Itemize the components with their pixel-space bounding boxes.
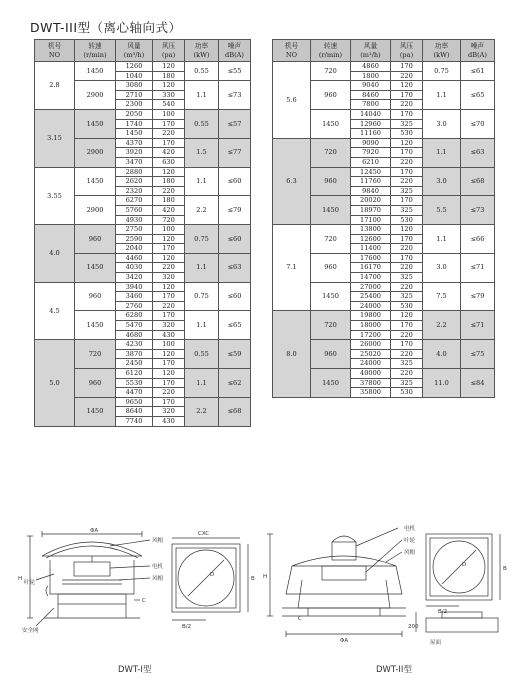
airflow-cell: 2300 [116, 100, 153, 110]
airflow-cell: 6120 [116, 369, 153, 379]
pressure-cell: 220 [391, 263, 423, 273]
pressure-cell: 100 [153, 340, 185, 350]
column-header: 机号 NO [35, 40, 75, 62]
pressure-cell: 170 [391, 321, 423, 331]
noise-cell: ≤55 [219, 62, 251, 81]
power-cell: 0.75 [185, 225, 219, 254]
pressure-cell: 170 [391, 109, 423, 119]
power-cell: 5.5 [423, 196, 461, 225]
pressure-cell: 220 [391, 349, 423, 359]
dim-h: H [18, 576, 23, 582]
speed-cell: 2900 [75, 138, 116, 167]
airflow-cell: 6270 [116, 196, 153, 206]
dim-200: 200 [408, 624, 419, 630]
label-hood: 风帽 [404, 550, 416, 556]
airflow-cell: 4470 [116, 388, 153, 398]
label-impeller: 叶轮 [404, 538, 416, 544]
power-cell: 1.1 [185, 253, 219, 282]
pressure-cell: 530 [391, 301, 423, 311]
table-row [273, 62, 495, 72]
pressure-cell: 220 [391, 100, 423, 110]
airflow-cell: 9650 [116, 397, 153, 407]
dim-c: C [142, 598, 146, 604]
model-number-cell: 5.6 [273, 62, 311, 139]
label-motor: 电机 [404, 526, 416, 532]
pressure-cell: 220 [153, 263, 185, 273]
power-cell: 11.0 [423, 369, 461, 398]
noise-cell: ≤77 [219, 138, 251, 167]
airflow-cell: 1740 [116, 119, 153, 129]
pressure-cell: 320 [153, 407, 185, 417]
pressure-cell: 220 [391, 369, 423, 379]
airflow-cell: 1040 [116, 71, 153, 81]
speed-cell: 1450 [311, 282, 351, 311]
airflow-cell: 11400 [351, 244, 391, 254]
airflow-cell: 7740 [116, 416, 153, 426]
speed-cell: 1450 [75, 62, 116, 81]
airflow-cell: 8640 [116, 407, 153, 417]
speed-cell: 720 [311, 311, 351, 340]
pressure-cell: 220 [391, 177, 423, 187]
dim-cxc: CXC [198, 531, 210, 537]
pressure-cell: 120 [391, 311, 423, 321]
noise-cell: ≤63 [461, 138, 495, 167]
power-cell: 1.1 [185, 369, 219, 398]
table-row [35, 62, 251, 72]
airflow-cell: 14040 [351, 109, 391, 119]
dim-d: D [462, 562, 467, 568]
label-safety-net: 安全网 [22, 628, 39, 634]
pressure-cell: 120 [153, 349, 185, 359]
power-cell: 0.55 [185, 62, 219, 81]
power-cell: 0.55 [185, 340, 219, 369]
pressure-cell: 720 [153, 215, 185, 225]
airflow-cell: 17100 [351, 215, 391, 225]
power-cell: 0.55 [185, 109, 219, 138]
airflow-cell: 3870 [116, 349, 153, 359]
noise-cell: ≤84 [461, 369, 495, 398]
table-row [35, 282, 251, 292]
speed-cell: 960 [311, 340, 351, 369]
table-row [273, 225, 495, 235]
airflow-cell: 19800 [351, 311, 391, 321]
column-header: 机号 NO [273, 40, 311, 62]
noise-cell: ≤57 [219, 109, 251, 138]
power-cell: 4.0 [423, 340, 461, 369]
pressure-cell: 325 [391, 205, 423, 215]
pressure-cell: 325 [391, 378, 423, 388]
pressure-cell: 100 [153, 109, 185, 119]
dim-d: D [210, 572, 215, 578]
dim-phiA: ΦA [90, 528, 99, 534]
page-title: DWT-III型（离心轴向式） [30, 20, 182, 35]
airflow-cell: 14700 [351, 273, 391, 283]
pressure-cell: 540 [153, 100, 185, 110]
noise-cell: ≤68 [219, 397, 251, 426]
airflow-cell: 2590 [116, 234, 153, 244]
table-row [35, 109, 251, 119]
airflow-cell: 3080 [116, 81, 153, 91]
pressure-cell: 170 [391, 340, 423, 350]
column-header: 风压 (pa) [153, 40, 185, 62]
pressure-cell: 120 [391, 138, 423, 148]
pressure-cell: 180 [153, 177, 185, 187]
speed-cell: 1450 [75, 253, 116, 282]
pressure-cell: 325 [391, 292, 423, 302]
speed-cell: 1450 [311, 109, 351, 138]
dim-b-half: B/2 [438, 609, 448, 615]
airflow-cell: 3940 [116, 282, 153, 292]
airflow-cell: 11160 [351, 129, 391, 139]
model-number-cell: 3.55 [35, 167, 75, 225]
pressure-cell: 120 [391, 225, 423, 235]
airflow-cell: 5530 [116, 378, 153, 388]
pressure-cell: 170 [153, 359, 185, 369]
airflow-cell: 4930 [116, 215, 153, 225]
dim-b-half: B/2 [182, 624, 192, 630]
airflow-cell: 11760 [351, 177, 391, 187]
airflow-cell: 3920 [116, 148, 153, 158]
airflow-cell: 16170 [351, 263, 391, 273]
speed-cell: 720 [311, 138, 351, 167]
airflow-cell: 24000 [351, 301, 391, 311]
speed-cell: 960 [75, 282, 116, 311]
noise-cell: ≤79 [461, 282, 495, 311]
pressure-cell: 170 [153, 119, 185, 129]
pressure-cell: 220 [153, 186, 185, 196]
pressure-cell: 530 [391, 215, 423, 225]
speed-cell: 960 [75, 369, 116, 398]
column-header: 噪声 dB(A) [461, 40, 495, 62]
pressure-cell: 170 [153, 138, 185, 148]
airflow-cell: 2040 [116, 244, 153, 254]
speed-cell: 720 [75, 340, 116, 369]
airflow-cell: 5760 [116, 205, 153, 215]
power-cell: 2.2 [185, 397, 219, 426]
speed-cell: 960 [311, 81, 351, 110]
speed-cell: 960 [311, 253, 351, 282]
column-header: 转速 (r/min) [311, 40, 351, 62]
airflow-cell: 2880 [116, 167, 153, 177]
airflow-cell: 27000 [351, 282, 391, 292]
pressure-cell: 120 [391, 81, 423, 91]
pressure-cell: 220 [391, 282, 423, 292]
airflow-cell: 17600 [351, 253, 391, 263]
spec-table-left [34, 39, 251, 427]
pressure-cell: 320 [153, 321, 185, 331]
speed-cell: 720 [311, 62, 351, 81]
pressure-cell: 170 [391, 234, 423, 244]
pressure-cell: 120 [153, 282, 185, 292]
airflow-cell: 4860 [351, 62, 391, 72]
noise-cell: ≤63 [219, 253, 251, 282]
power-cell: 3.0 [423, 253, 461, 282]
airflow-cell: 3420 [116, 273, 153, 283]
dwt-ii-caption: DWT-II型 [376, 665, 412, 675]
pressure-cell: 170 [153, 378, 185, 388]
noise-cell: ≤60 [219, 282, 251, 311]
pressure-cell: 220 [153, 388, 185, 398]
noise-cell: ≤59 [219, 340, 251, 369]
pressure-cell: 320 [153, 273, 185, 283]
table-row [35, 167, 251, 177]
column-header: 功率 (kW) [185, 40, 219, 62]
power-cell: 1.1 [185, 81, 219, 110]
airflow-cell: 18000 [351, 321, 391, 331]
airflow-cell: 3460 [116, 292, 153, 302]
pressure-cell: 120 [153, 81, 185, 91]
header-row [273, 40, 495, 62]
power-cell: 2.2 [185, 196, 219, 225]
dim-phiA: ΦA [340, 638, 349, 644]
dim-b: B [251, 576, 255, 582]
pressure-cell: 180 [153, 196, 185, 206]
speed-cell: 960 [311, 167, 351, 196]
noise-cell: ≤60 [219, 167, 251, 196]
noise-cell: ≤60 [219, 225, 251, 254]
noise-cell: ≤71 [461, 253, 495, 282]
noise-cell: ≤65 [461, 81, 495, 110]
model-number-cell: 4.0 [35, 225, 75, 283]
pressure-cell: 120 [153, 62, 185, 72]
label-motor: 电机 [152, 564, 164, 570]
airflow-cell: 4030 [116, 263, 153, 273]
airflow-cell: 12600 [351, 234, 391, 244]
airflow-cell: 40000 [351, 369, 391, 379]
airflow-cell: 12450 [351, 167, 391, 177]
speed-cell: 1450 [75, 397, 116, 426]
speed-cell: 2900 [75, 196, 116, 225]
airflow-cell: 35800 [351, 388, 391, 398]
spec-table-right [272, 39, 495, 398]
power-cell: 1.1 [423, 138, 461, 167]
power-cell: 3.0 [423, 167, 461, 196]
pressure-cell: 430 [153, 330, 185, 340]
noise-cell: ≤66 [461, 225, 495, 254]
column-header: 功率 (kW) [423, 40, 461, 62]
pressure-cell: 170 [391, 167, 423, 177]
airflow-cell: 26000 [351, 340, 391, 350]
noise-cell: ≤61 [461, 62, 495, 81]
noise-cell: ≤68 [461, 167, 495, 196]
power-cell: 1.1 [185, 167, 219, 196]
pressure-cell: 120 [153, 234, 185, 244]
airflow-cell: 9040 [351, 81, 391, 91]
pressure-cell: 220 [391, 157, 423, 167]
header-row [35, 40, 251, 62]
airflow-cell: 4680 [116, 330, 153, 340]
noise-cell: ≤71 [461, 311, 495, 340]
pressure-cell: 420 [153, 205, 185, 215]
pressure-cell: 220 [153, 301, 185, 311]
model-number-cell: 3.15 [35, 109, 75, 167]
airflow-cell: 4230 [116, 340, 153, 350]
power-cell: 0.75 [423, 62, 461, 81]
pressure-cell: 220 [391, 71, 423, 81]
pressure-cell: 170 [391, 253, 423, 263]
table-row [35, 340, 251, 350]
pressure-cell: 120 [153, 253, 185, 263]
pressure-cell: 325 [391, 186, 423, 196]
airflow-cell: 18970 [351, 205, 391, 215]
pressure-cell: 325 [391, 359, 423, 369]
speed-cell: 2900 [75, 81, 116, 110]
label-roof: 屋面 [430, 640, 442, 646]
noise-cell: ≤73 [219, 81, 251, 110]
airflow-cell: 9840 [351, 186, 391, 196]
airflow-cell: 6210 [351, 157, 391, 167]
airflow-cell: 20020 [351, 196, 391, 206]
table-row [35, 225, 251, 235]
pressure-cell: 220 [391, 244, 423, 254]
speed-cell: 1450 [311, 369, 351, 398]
power-cell: 0.75 [185, 282, 219, 311]
label-impeller: 叶轮 [24, 580, 36, 586]
pressure-cell: 220 [391, 330, 423, 340]
label-hood: 风帽 [152, 538, 164, 544]
pressure-cell: 630 [153, 157, 185, 167]
speed-cell: 1450 [311, 196, 351, 225]
pressure-cell: 530 [391, 129, 423, 139]
speed-cell: 960 [75, 225, 116, 254]
airflow-cell: 4370 [116, 138, 153, 148]
pressure-cell: 420 [153, 148, 185, 158]
column-header: 风量 (m³/h) [351, 40, 391, 62]
pressure-cell: 180 [153, 71, 185, 81]
dwt-i-caption: DWT-I型 [118, 665, 152, 675]
pressure-cell: 120 [153, 369, 185, 379]
pressure-cell: 100 [153, 225, 185, 235]
pressure-cell: 170 [153, 244, 185, 254]
airflow-cell: 2620 [116, 177, 153, 187]
power-cell: 1.1 [423, 81, 461, 110]
noise-cell: ≤79 [219, 196, 251, 225]
airflow-cell: 12960 [351, 119, 391, 129]
noise-cell: ≤75 [461, 340, 495, 369]
pressure-cell: 170 [153, 311, 185, 321]
airflow-cell: 1800 [351, 71, 391, 81]
power-cell: 1.1 [423, 225, 461, 254]
pressure-cell: 120 [153, 167, 185, 177]
pressure-cell: 325 [391, 119, 423, 129]
model-number-cell: 4.5 [35, 282, 75, 340]
speed-cell: 720 [311, 225, 351, 254]
airflow-cell: 7920 [351, 148, 391, 158]
speed-cell: 1450 [75, 167, 116, 196]
table-row [273, 138, 495, 148]
airflow-cell: 7800 [351, 100, 391, 110]
airflow-cell: 2320 [116, 186, 153, 196]
airflow-cell: 37800 [351, 378, 391, 388]
noise-cell: ≤73 [461, 196, 495, 225]
power-cell: 2.2 [423, 311, 461, 340]
noise-cell: ≤62 [219, 369, 251, 398]
model-number-cell: 5.0 [35, 340, 75, 426]
airflow-cell: 24000 [351, 359, 391, 369]
pressure-cell: 170 [391, 196, 423, 206]
airflow-cell: 2710 [116, 90, 153, 100]
airflow-cell: 5470 [116, 321, 153, 331]
label-wind-hood: 风帽 [152, 576, 164, 582]
column-header: 风量 (m³/h) [116, 40, 153, 62]
dwt-ii-diagram [262, 516, 522, 656]
dim-h: H [263, 574, 268, 580]
airflow-cell: 2050 [116, 109, 153, 119]
column-header: 风压 (pa) [391, 40, 423, 62]
noise-cell: ≤65 [219, 311, 251, 340]
column-header: 噪声 dB(A) [219, 40, 251, 62]
airflow-cell: 25020 [351, 349, 391, 359]
airflow-cell: 17200 [351, 330, 391, 340]
power-cell: 1.1 [185, 311, 219, 340]
airflow-cell: 2450 [116, 359, 153, 369]
pressure-cell: 220 [153, 129, 185, 139]
pressure-cell: 530 [391, 388, 423, 398]
dim-b: B [503, 566, 507, 572]
pressure-cell: 330 [153, 90, 185, 100]
speed-cell: 1450 [75, 311, 116, 340]
pressure-cell: 430 [153, 416, 185, 426]
power-cell: 3.0 [423, 109, 461, 138]
model-number-cell: 8.0 [273, 311, 311, 397]
column-header: 转速 (r/min) [75, 40, 116, 62]
pressure-cell: 170 [391, 90, 423, 100]
speed-cell: 1450 [75, 109, 116, 138]
airflow-cell: 9090 [351, 138, 391, 148]
pressure-cell: 170 [153, 292, 185, 302]
power-cell: 7.5 [423, 282, 461, 311]
power-cell: 1.5 [185, 138, 219, 167]
model-number-cell: 7.1 [273, 225, 311, 311]
table-row [273, 311, 495, 321]
airflow-cell: 1260 [116, 62, 153, 72]
airflow-cell: 1450 [116, 129, 153, 139]
airflow-cell: 25400 [351, 292, 391, 302]
airflow-cell: 6280 [116, 311, 153, 321]
model-number-cell: 2.8 [35, 62, 75, 110]
pressure-cell: 170 [391, 62, 423, 72]
airflow-cell: 2760 [116, 301, 153, 311]
dwt-i-diagram [14, 522, 264, 650]
airflow-cell: 2750 [116, 225, 153, 235]
airflow-cell: 4460 [116, 253, 153, 263]
model-number-cell: 6.3 [273, 138, 311, 224]
pressure-cell: 325 [391, 273, 423, 283]
dim-c: C [298, 616, 302, 622]
noise-cell: ≤70 [461, 109, 495, 138]
pressure-cell: 170 [153, 397, 185, 407]
airflow-cell: 8460 [351, 90, 391, 100]
pressure-cell: 170 [391, 148, 423, 158]
airflow-cell: 13800 [351, 225, 391, 235]
airflow-cell: 3470 [116, 157, 153, 167]
